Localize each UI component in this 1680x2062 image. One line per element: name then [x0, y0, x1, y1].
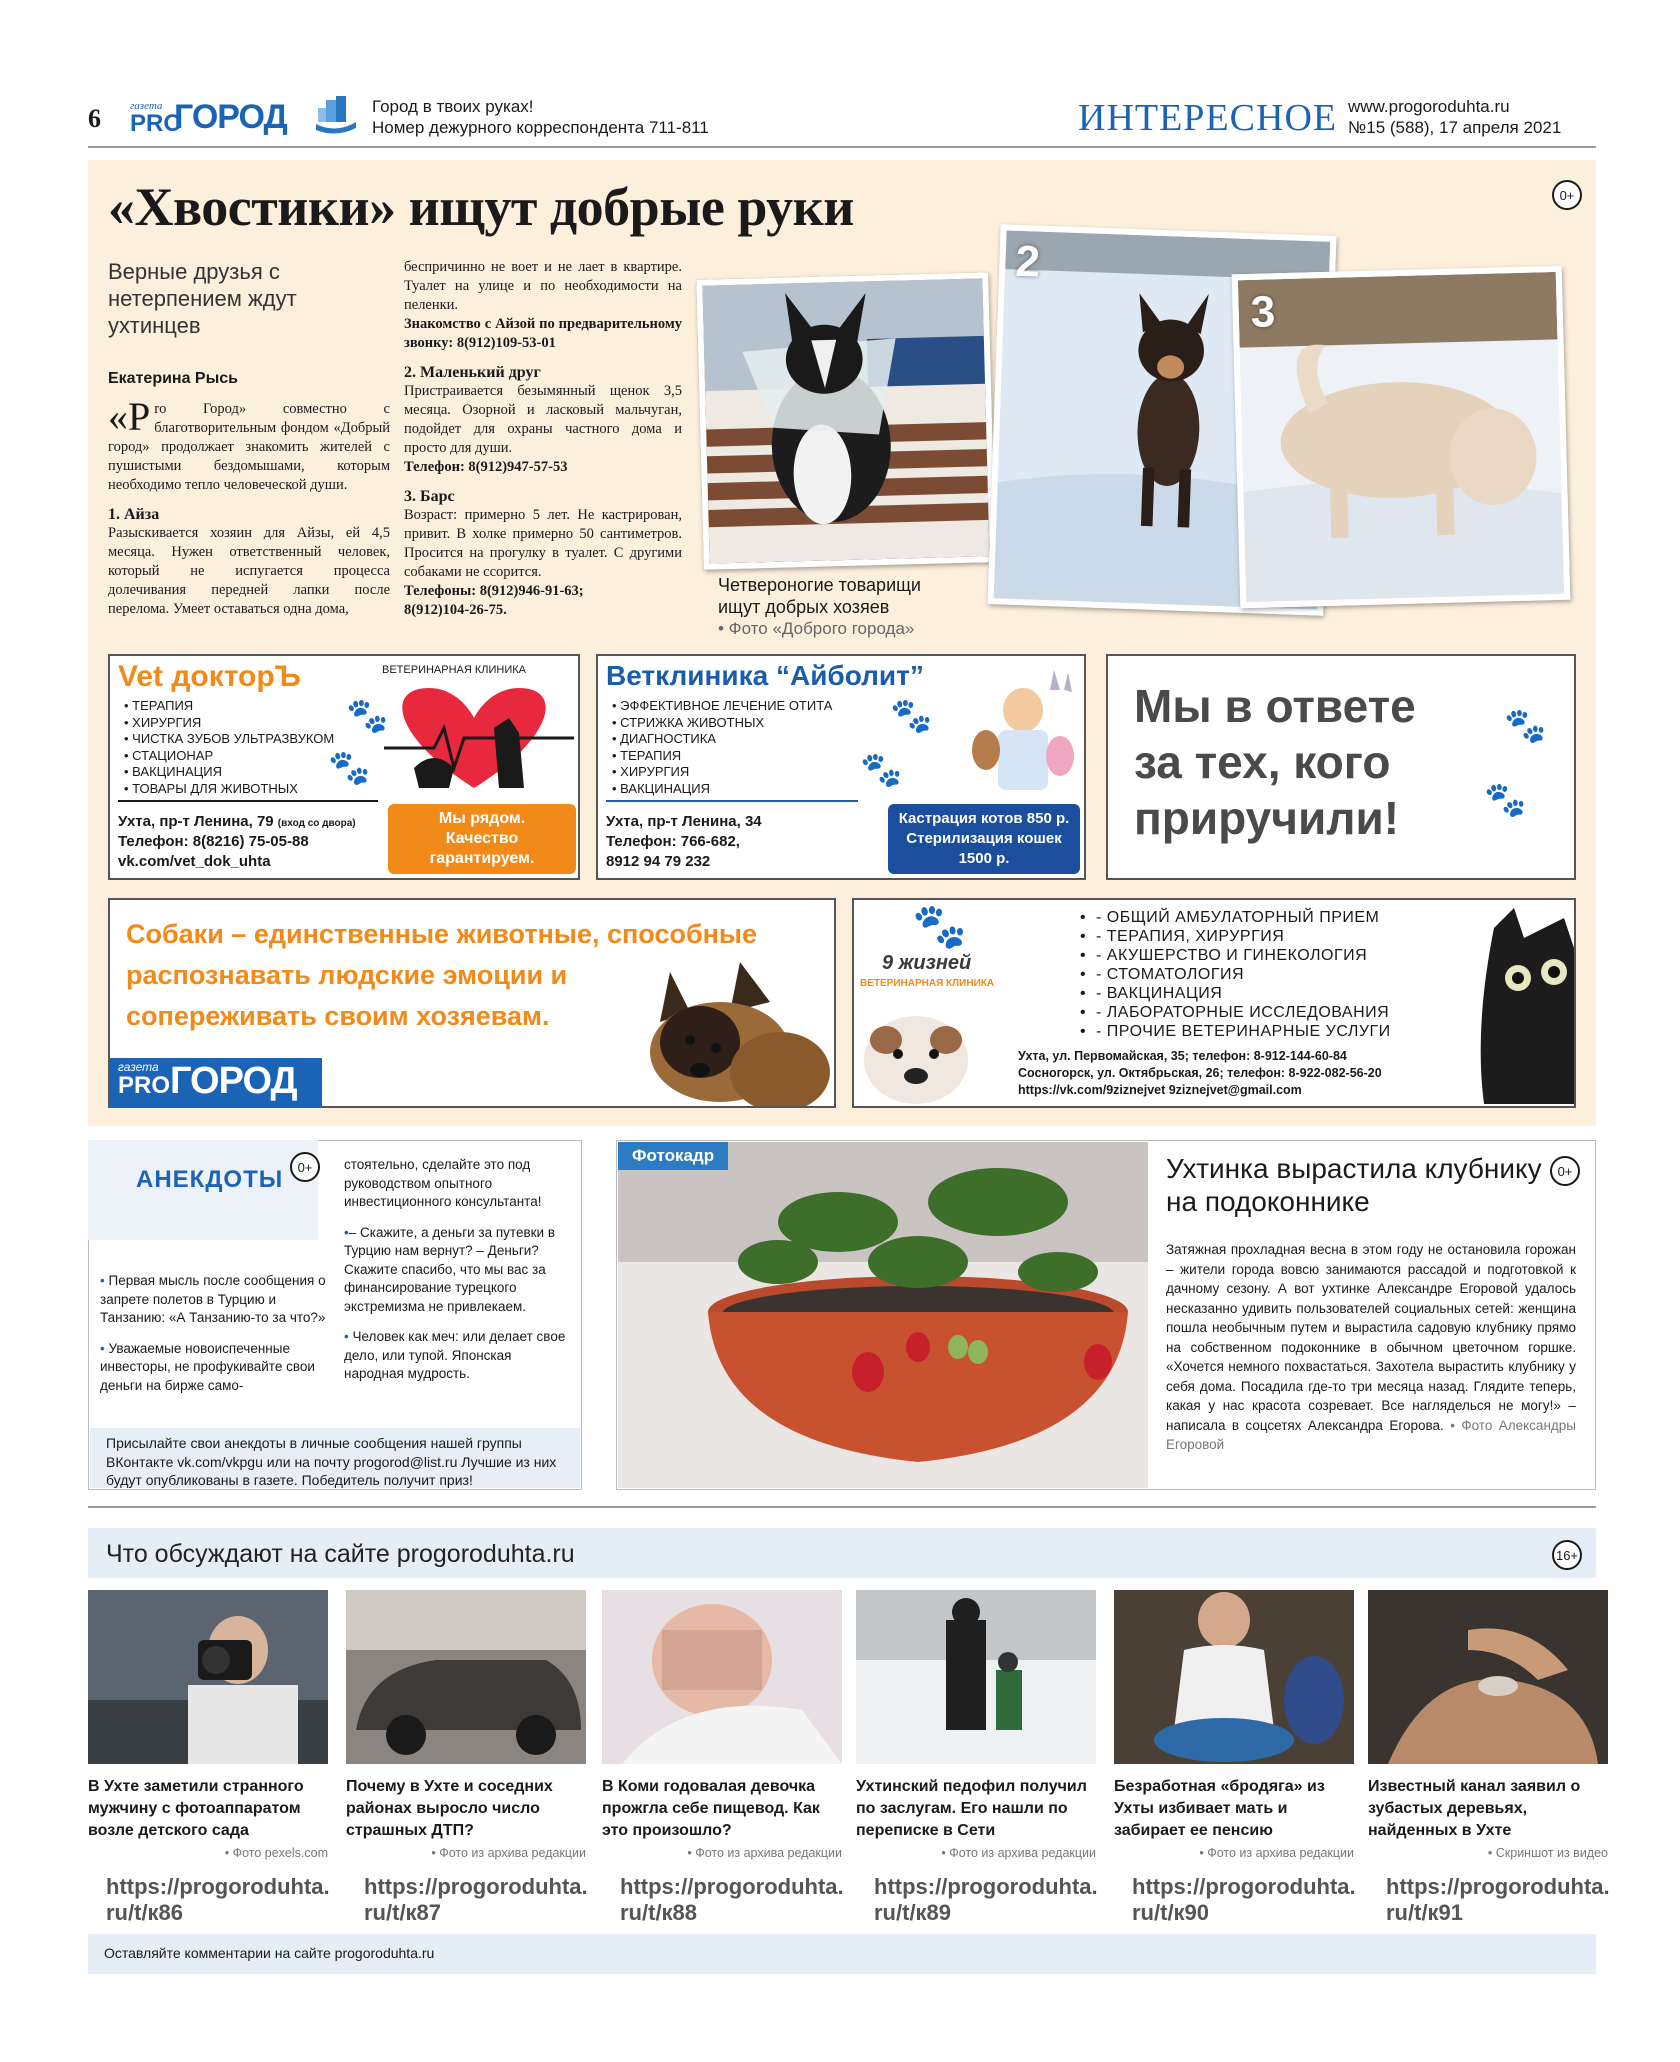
news-card-credit: • Фото из архива редакции: [1199, 1846, 1354, 1860]
ad-9-lives[interactable]: [852, 898, 1576, 1108]
header-site-info: [1348, 96, 1561, 138]
ad-9lives-subtitle: ВЕТЕРИНАРНАЯ КЛИНИКА: [860, 978, 995, 989]
logo-small-label: газета: [130, 100, 163, 112]
service-item: • ВАКЦИНАЦИЯ: [612, 781, 872, 798]
photo-number-3: 3: [1250, 287, 1276, 337]
article-author: Екатерина Рысь: [108, 370, 238, 387]
ad-vet-badge: Мы рядом. Качество гарантируем.: [388, 804, 576, 874]
paw-icon: 🐾: [328, 748, 371, 788]
photo-number-2: 2: [1014, 236, 1041, 287]
jokes-column-1: [100, 1272, 328, 1407]
section-divider: [88, 1506, 1596, 1508]
dropcap: «P: [108, 394, 151, 439]
news-card-image: [1368, 1590, 1608, 1764]
divider: [606, 800, 858, 802]
logo-gorod-label: ГОРОД: [174, 98, 287, 136]
ad-9lives-web-link[interactable]: https://vk.com/9ziznejvet 9ziznejvet@gmail.com: [1018, 1083, 1302, 1097]
ad-9lives-contacts: Ухта, ул. Первомайская, 35; телефон: 8-912-144-60-84 Сосногорск, ул. Октябрьская, 26; телефон: 8-922-082-56-20 https://vk.com/9ziznejvet 9ziznejvet@gmail.com: [1018, 1049, 1382, 1097]
article-column-1: [108, 394, 390, 619]
service-item: • ДИАГНОСТИКА: [612, 731, 872, 748]
dog1-text-continued: беспричинно не воет и не лает в квартире. Туалет на улице и по необходимости на пеленки.: [404, 259, 682, 313]
dog-photo-aiza: [696, 272, 995, 570]
site-section-title: Что обсуждают на сайте progoroduhta.ru: [106, 1540, 575, 1568]
ad-aibolit-phone-mobile: 8912 94 79 232: [606, 853, 711, 870]
photo-credit: • Фото Александры Егоровой: [1166, 1417, 1576, 1452]
service-item: • ВАКЦИНАЦИЯ: [124, 764, 354, 781]
news-card[interactable]: [602, 1590, 842, 1926]
city-hand-icon: [312, 94, 360, 140]
news-card-link[interactable]: https://progoroduhta. ru/t/к88: [620, 1874, 844, 1925]
news-card[interactable]: [88, 1590, 328, 1926]
news-card-link[interactable]: https://progoroduhta. ru/t/к86: [106, 1874, 330, 1925]
ad-9lives-services: [1080, 908, 1391, 1041]
header-divider: [88, 146, 1596, 148]
service-item: • СТРИЖКА ЖИВОТНЫХ: [612, 715, 872, 732]
doctor-animals-icon: [968, 670, 1078, 800]
news-card[interactable]: [346, 1590, 586, 1926]
news-card-link[interactable]: https://progoroduhta. ru/t/к90: [1132, 1874, 1356, 1925]
logo-pro-label: PRO: [130, 110, 183, 137]
article-column-2: [404, 258, 682, 620]
photo-of-day-text: Затяжная прохладная весна в этом году не остановила горожан – жители города вовсю занимаются рассадой и подготовкой к дачному сезону. А вот ухтинке Александре Егоровой удалось несказанно удивить пользователей социальных сетей: женщина пошла необычным путем и вырастила садовую клубнику прямо на собственном подоконнике в обычном цветочном горшке. «Хочется немного похвастаться. Захотела вырастить клубнику у себя дома. Посадила где-то три месяца назад. Глядите теперь, какая у нас красота созревает. Все нагляделься не могу!» – написала в соцсетях Александра Егорова. • Фото Александры Егоровой: [1166, 1242, 1576, 1452]
news-card-image: [602, 1590, 842, 1764]
news-card-image: [88, 1590, 328, 1764]
news-card[interactable]: [856, 1590, 1096, 1926]
news-card-title: В Ухте заметили странного мужчину с фотоаппаратом возле детского сада: [88, 1778, 304, 1839]
slogan-line: Город в твоих руках!: [372, 97, 534, 116]
ad-vet-services: [124, 698, 354, 797]
news-card[interactable]: [1114, 1590, 1354, 1926]
heart-dogs-icon: [374, 678, 574, 798]
news-card-credit: • Фото pexels.com: [224, 1846, 328, 1860]
news-card-credit: • Фото из архива редакции: [687, 1846, 842, 1860]
joke-item: •– Скажите, а деньги за путевки в Турцию нам вернут? – Деньги? Скажите спасибо, что мы вас за финансирование турецкого экстремизма не привлекаем.: [344, 1224, 556, 1314]
news-card-title: В Коми годовалая девочка прожгла себе пищевод. Как это произошло?: [602, 1778, 820, 1839]
jokes-submit-note: Присылайте свои анекдоты в личные сообщения нашей группы ВКонтакте vk.com/vkpgu или на почту progorod@list.ru Лучшие из них будут опубликованы в газете. Победитель получит приз!: [90, 1428, 580, 1488]
joke-item-continued: стоятельно, сделайте это под руководством опытного инвестиционного консультанта!: [344, 1157, 542, 1209]
bulldog-image: [856, 1000, 976, 1106]
newspaper-logo[interactable]: [130, 96, 298, 138]
ad-aibolit-name: Ветклиника “Айболит”: [606, 660, 924, 691]
jokes-title: АНЕКДОТЫ: [136, 1166, 284, 1193]
service-item: • СТАЦИОНАР: [124, 748, 354, 765]
header-slogan: [372, 96, 709, 138]
dog3-contact: Телефоны: 8(912)946-91-63; 8(912)104-26-75.: [404, 583, 584, 618]
ad-aibolit-phone: Телефон: 766-682,: [606, 833, 740, 850]
service-item: • ЭФФЕКТИВНОЕ ЛЕЧЕНИЕ ОТИТА: [612, 698, 872, 715]
ad-vet-subtitle: ВЕТЕРИНАРНАЯ КЛИНИКА: [382, 664, 526, 676]
ad-promo-responsibility: [1106, 654, 1576, 880]
news-card-credit: • Фото из архива редакции: [941, 1846, 1096, 1860]
caption-credit: • Фото «Доброго города»: [718, 619, 915, 638]
paw-icon: 🐾: [1484, 780, 1527, 820]
joke-item: • Уважаемые новоиспеченные инвесторы, не профукивайте свои деньги на бирже само-: [100, 1340, 315, 1393]
strawberry-photo: [618, 1142, 1148, 1488]
photo-of-day-tag: Фотокадр: [618, 1142, 728, 1170]
paw-icon: 🐾: [890, 696, 933, 736]
paw-icon: 🐾: [1504, 706, 1547, 746]
section-title: ИНТЕРЕСНОЕ: [1078, 97, 1338, 139]
article-lead: Верные друзья с нетерпением ждут ухтинцев: [108, 259, 297, 338]
photo-of-day-title: Ухтинка вырастила клубнику на подоконнике: [1166, 1153, 1542, 1217]
news-card-credit: • Фото из архива редакции: [431, 1846, 586, 1860]
dog1-text: Разыскивается хозяин для Айзы, ей 4,5 месяца. Нужен ответственный человек, который не испугается процесса долечивания передней лапки после перелома. Умеет оставаться одна дома,: [108, 525, 390, 617]
page-number: 6: [88, 104, 101, 133]
caption-line: Четвероногие товарищи: [718, 575, 921, 595]
dog2-contact: Телефон: 8(912)947-57-53: [404, 459, 568, 475]
ad-vet-vk-link[interactable]: vk.com/vet_dok_uhta: [118, 853, 271, 870]
service-item: • ТОВАРЫ ДЛЯ ЖИВОТНЫХ: [124, 781, 354, 798]
ad-vet-name: Vet докторЪ: [118, 660, 301, 693]
ad-aibolit[interactable]: [596, 654, 1086, 880]
ad-aibolit-services: [612, 698, 872, 797]
site-comment-note: Оставляйте комментарии на сайте progoroduhta.ru: [88, 1934, 1596, 1974]
service-item: • - ОБЩИЙ АМБУЛАТОРНЫЙ ПРИЕМ: [1080, 909, 1380, 926]
age-rating-badge: 16+: [1552, 1540, 1582, 1570]
joke-item: • Человек как меч: или делает свое дело, или тупой. Японская народная мудрость.: [344, 1329, 566, 1381]
age-rating-badge: 0+: [290, 1152, 320, 1182]
article-title: «Хвостики» ищут добрые руки: [108, 177, 854, 237]
dog-photo-bars: [1232, 266, 1571, 609]
jokes-column-2: [344, 1156, 570, 1396]
service-item: • ТЕРАПИЯ: [124, 698, 354, 715]
ad-aibolit-address: Ухта, пр-т Ленина, 34: [606, 813, 762, 830]
news-card-link[interactable]: https://progoroduhta. ru/t/к89: [874, 1874, 1098, 1925]
issue-info: №15 (588), 17 апреля 2021: [1348, 118, 1562, 137]
site-link[interactable]: www.progoroduhta.ru: [1348, 97, 1510, 116]
news-card-title: Безработная «бродяга» из Ухты избивает мать и забирает ее пенсию: [1114, 1778, 1325, 1839]
news-card-link[interactable]: https://progoroduhta. ru/t/к87: [364, 1874, 588, 1925]
dog2-heading: 2. Маленький друг: [404, 364, 541, 381]
ad-dogs-logo[interactable]: газета PRO ГОРОД: [110, 1058, 322, 1108]
service-item: • ХИРУРГИЯ: [612, 764, 872, 781]
photo-caption: [718, 574, 921, 640]
ad-dogs-emotions: [108, 898, 836, 1108]
news-card-image: [346, 1590, 586, 1764]
german-shepherd-image: [630, 952, 830, 1106]
news-card-image: [1114, 1590, 1354, 1764]
dog3-heading: 3. Барс: [404, 488, 455, 505]
service-item: • - АКУШЕРСТВО И ГИНЕКОЛОГИЯ: [1080, 947, 1368, 964]
service-item: • ЧИСТКА ЗУБОВ УЛЬТРАЗВУКОМ: [124, 731, 354, 748]
ad-aibolit-badge: Кастрация котов 850 р. Стерилизация кошек 1500 р.: [888, 804, 1080, 874]
ad-vet-phone: Телефон: 8(8216) 75-05-88: [118, 833, 309, 850]
age-rating-badge: 0+: [1550, 1156, 1580, 1186]
service-item: • - ПРОЧИЕ ВЕТЕРИНАРНЫЕ УСЛУГИ: [1080, 1023, 1391, 1040]
dog1-contact: Знакомство с Айзой по предварительному звонку: 8(912)109-53-01: [404, 316, 682, 351]
news-card[interactable]: [1368, 1590, 1608, 1926]
ad-9lives-name: 9 жизней: [882, 952, 972, 974]
dog2-text: Пристраивается безымянный щенок 3,5 месяца. Озорной и ласковый мальчуган, подойдет для охраны частного дома и просто для души.: [404, 383, 682, 456]
news-card-title: Почему в Ухте и соседних районах выросло число страшных ДТП?: [346, 1778, 553, 1839]
ad-promo-text: Мы в ответе за тех, кого приручили!: [1134, 680, 1416, 844]
correspondent-phone: Номер дежурного корреспондента 711-811: [372, 118, 709, 137]
caption-line: ищут добрых хозяев: [718, 597, 890, 617]
dog3-text: Возраст: примерно 5 лет. Не кастрирован, привит. В холке примерно 50 сантиметров. Просится на прогулку в туалет. С другими собаками не ссорится.: [404, 507, 682, 580]
divider: [118, 800, 378, 802]
dog1-heading: 1. Айза: [108, 506, 160, 523]
service-item: • - СТОМАТОЛОГИЯ: [1080, 966, 1245, 983]
service-item: • - ВАКЦИНАЦИЯ: [1080, 985, 1223, 1002]
service-item: • ХИРУРГИЯ: [124, 715, 354, 732]
news-card-link[interactable]: https://progoroduhta. ru/t/к91: [1386, 1874, 1610, 1925]
service-item: • - ТЕРАПИЯ, ХИРУРГИЯ: [1080, 928, 1285, 945]
article-intro: «Pro Город» совместно с благотворительным фондом «Добрый город» продолжает знакомить жителей с пушистыми бездомышами, которым необходимо тепло человеческой души.: [108, 394, 390, 493]
black-cat-image: [1474, 908, 1574, 1104]
service-item: • ТЕРАПИЯ: [612, 748, 872, 765]
ad-vet-address: Ухта, пр-т Ленина, 79 (вход со двора): [118, 813, 356, 830]
news-card-image: [856, 1590, 1096, 1764]
paw-icon: 🐾: [860, 750, 903, 790]
news-card-credit: • Скриншот из видео: [1487, 1846, 1608, 1860]
paw-icon: 🐾: [912, 901, 967, 952]
service-item: • - ЛАБОРАТОРНЫЕ ИССЛЕДОВАНИЯ: [1080, 1004, 1390, 1021]
ad-dogs-text: Собаки – единственные животные, способные распознавать людские эмоции и сопереживать своим хозяевам.: [126, 919, 758, 1031]
joke-item: • Первая мысль после сообщения о запрете полетов в Турцию и Танзанию: «А Танзанию-то за что?»: [100, 1273, 326, 1325]
news-card-title: Известный канал заявил о зубастых деревьях, найденных в Ухте: [1368, 1778, 1581, 1839]
paw-icon: 🐾: [346, 696, 389, 736]
news-card-title: Ухтинский педофил получил по заслугам. Его нашли по переписке в Сети: [856, 1778, 1087, 1839]
age-rating-badge: 0+: [1552, 180, 1582, 210]
ad-vet-doktor[interactable]: [108, 654, 580, 880]
